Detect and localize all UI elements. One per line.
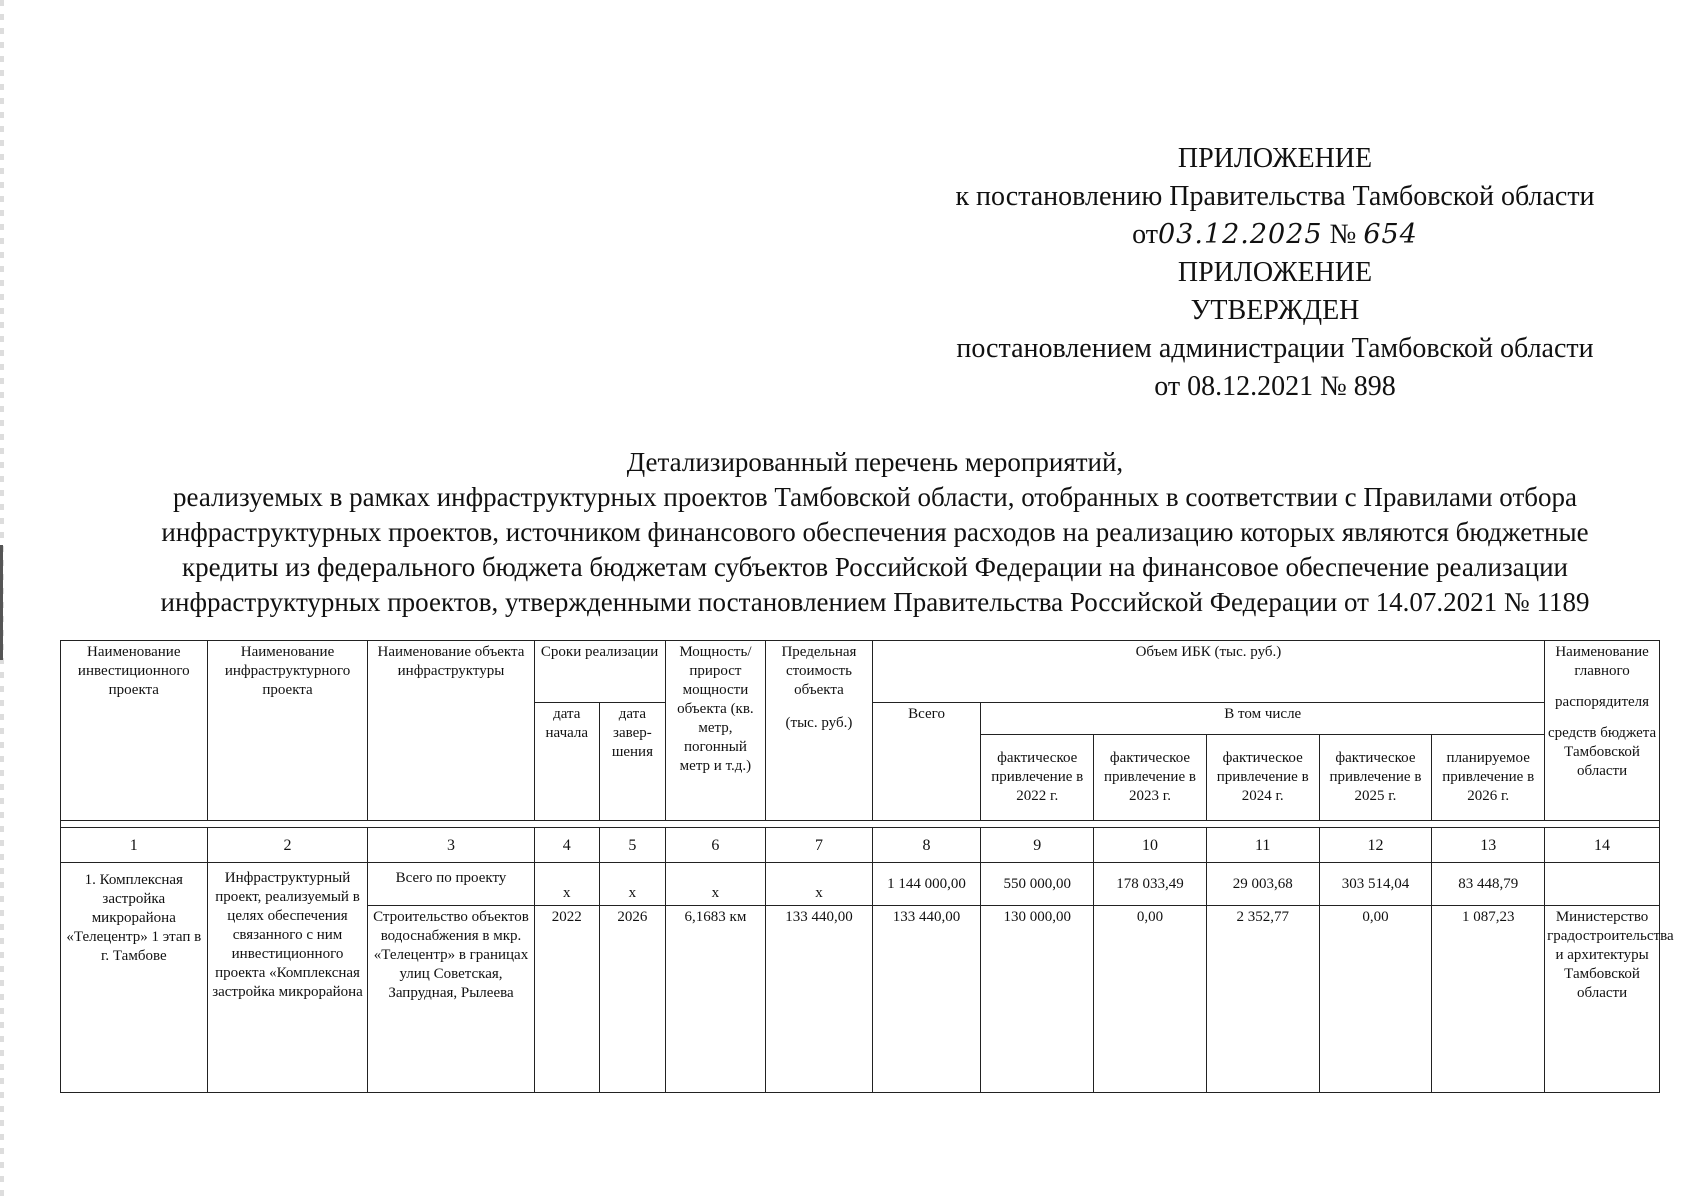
col-number: 11 [1206,828,1319,863]
header-manager-line-2: распорядителя [1555,694,1650,710]
header-total: Всего [872,703,981,821]
object-capacity: 6,1683 км [665,906,765,1093]
total-end: х [600,863,666,906]
header-infra-object: Наименование объекта инфраструктуры [368,641,534,821]
appendix-header [900,140,1650,406]
investment-project-name: 1. Комплексная застройка микрорайона «Телецентр» 1 этап в г. Тамбове [61,863,208,1093]
header-infra-project: Наименование инфраструктурного проекта [207,641,368,821]
col-number: 3 [368,828,534,863]
header-number-sign: № [1329,219,1357,250]
col-number: 2 [207,828,368,863]
object-manager: Министерство градостроительства и архитектуры Тамбовской области [1545,906,1660,1093]
object-total: 133 440,00 [872,906,981,1093]
title-line-5: инфраструктурных проектов, утвержденными постановлением Правительства Российской Федерации от 14.07.2021 № 1189 [160,587,1590,617]
header-y2026: планируемое привлечение в 2026 г. [1432,735,1545,821]
header-from: от [1132,219,1158,250]
header-max-cost-unit: (тыс. руб.) [785,715,853,731]
header-max-cost [766,641,873,821]
object-start: 2022 [534,906,600,1093]
separator-cell [61,821,1660,828]
header-approved: УТВЕРЖДЕН [1190,295,1360,326]
handwritten-number: 654 [1363,219,1418,250]
object-y2024: 2 352,77 [1206,906,1319,1093]
header-approved-by: постановлением администрации Тамбовской области [956,333,1594,364]
title-line-1: Детализированный перечень мероприятий, [626,447,1124,477]
header-date-number [900,216,1650,254]
total-y2024: 29 003,68 [1206,863,1319,906]
header-y2022: фактическое привлечение в 2022 г. [981,735,1094,821]
total-y2025: 303 514,04 [1319,863,1432,906]
total-y2022: 550 000,00 [981,863,1094,906]
column-numbers-row [61,828,1660,863]
title-line-3: инфраструктурных проектов, источником финансового обеспечения расходов на реализацию которых являются бюджетные [161,517,1589,547]
title-line-4: кредиты из федерального бюджета бюджетам субъектов Российской Федерации на финансовое обеспечение реализации [182,552,1568,582]
header-ibk-volume: Объем ИБК (тыс. руб.) [872,641,1544,703]
document-title [90,445,1660,620]
title-line-2: реализуемых в рамках инфраструктурных проектов Тамбовской области, отобранных в соответствии с Правилами отбора [173,482,1577,512]
total-row [61,863,1660,906]
header-y2023: фактическое привлечение в 2023 г. [1094,735,1207,821]
header-capacity: Мощность/ прирост мощности объекта (кв. метр, погонный метр и т.д.) [665,641,765,821]
infra-project-name: Инфраструктурный проект, реализуемый в целях обеспечения связанного с ним инвестиционного проекта «Комплексная застройка микрорайона [207,863,368,1093]
header-approved-date: от 08.12.2021 № 898 [1154,371,1396,402]
object-y2023: 0,00 [1094,906,1207,1093]
measures-table [60,640,1674,1093]
col-number: 12 [1319,828,1432,863]
col-number: 4 [534,828,600,863]
header-end-date: дата завер-шения [600,703,666,821]
header-y2025: фактическое привлечение в 2025 г. [1319,735,1432,821]
object-end: 2026 [600,906,666,1093]
total-y2026: 83 448,79 [1432,863,1545,906]
handwritten-date: 03.12.2025 [1158,219,1323,250]
header-y2024: фактическое привлечение в 2024 г. [1206,735,1319,821]
object-y2026: 1 087,23 [1432,906,1545,1093]
header-investment-project: Наименование инвестиционного проекта [61,641,208,821]
col-number: 1 [61,828,208,863]
total-max-cost: х [766,863,873,906]
col-number: 9 [981,828,1094,863]
col-number: 8 [872,828,981,863]
header-manager-line-3: средств бюджета Тамбовской области [1547,725,1657,779]
header-max-cost-label: Предельная стоимость объекта [781,644,857,698]
total-ibk: 1 144 000,00 [872,863,981,906]
header-separator [61,821,1660,828]
total-row-label: Всего по проекту [368,863,534,906]
object-y2022: 130 000,00 [981,906,1094,1093]
header-manager [1545,641,1660,821]
col-number: 13 [1432,828,1545,863]
col-number: 6 [665,828,765,863]
object-max-cost: 133 440,00 [766,906,873,1093]
header-resolution-ref: к постановлению Правительства Тамбовской области [955,181,1595,212]
col-number: 10 [1094,828,1207,863]
col-number: 14 [1545,828,1660,863]
total-manager [1545,863,1660,906]
col-number: 5 [600,828,666,863]
col-number: 7 [766,828,873,863]
total-start: х [534,863,600,906]
header-start-date: дата начала [534,703,600,821]
object-name: Строительство объектов водоснабжения в мкр. «Телецентр» в границах улиц Советская, Запрудная, Рылеева [368,906,534,1093]
total-capacity: х [665,863,765,906]
object-y2025: 0,00 [1319,906,1432,1093]
header-terms: Сроки реализации [534,641,665,703]
total-y2023: 178 033,49 [1094,863,1207,906]
header-appendix-label-2: ПРИЛОЖЕНИЕ [1177,257,1373,288]
header-manager-line-1: Наименование главного [1555,644,1649,679]
header-including: В том числе [981,703,1545,735]
header-appendix-label: ПРИЛОЖЕНИЕ [1177,143,1373,174]
scan-mark [0,545,3,660]
